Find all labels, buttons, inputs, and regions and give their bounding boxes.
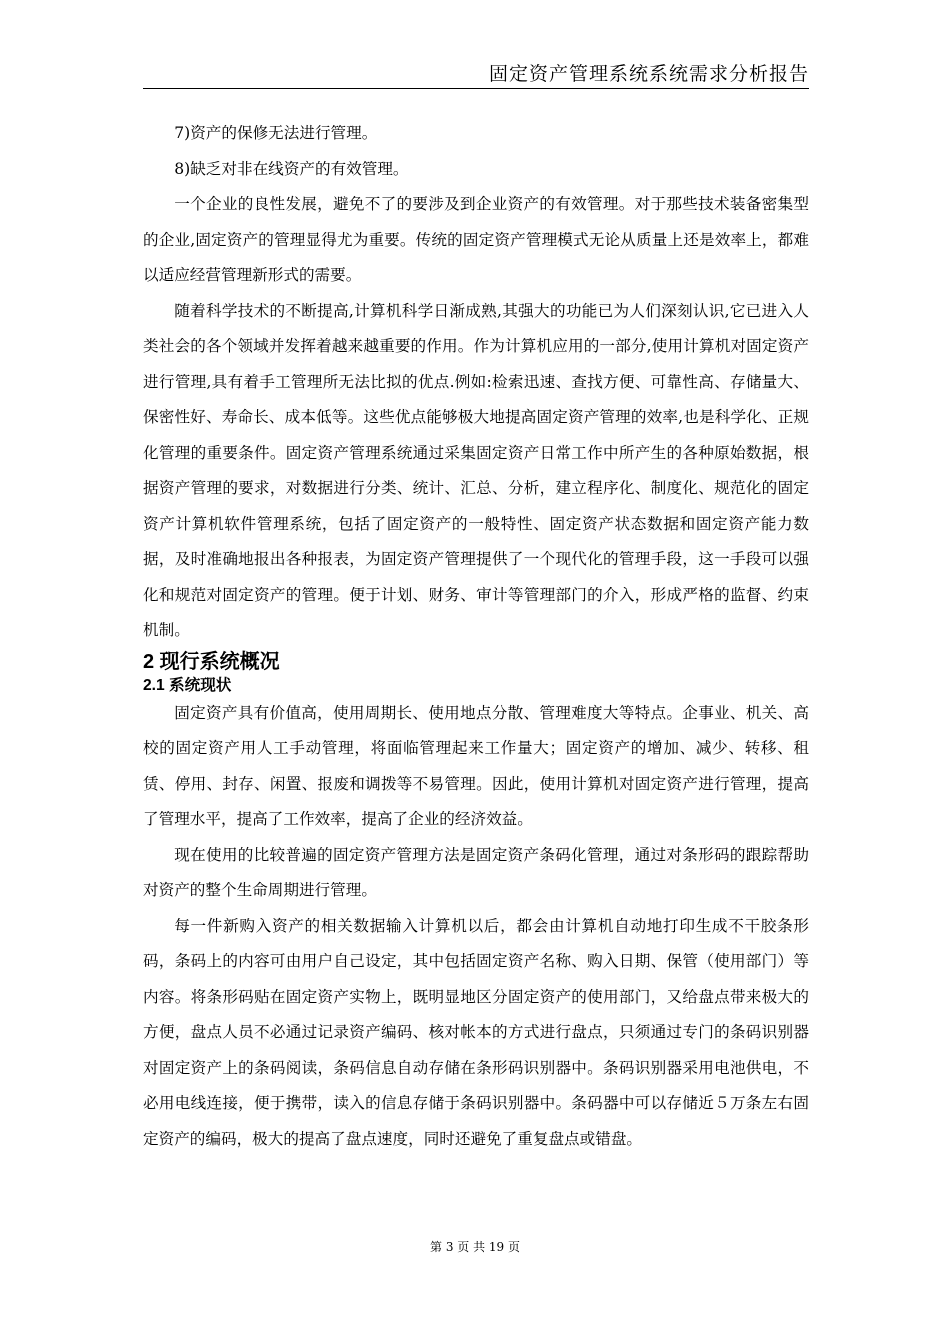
section-heading-2: 2 现行系统概况 bbox=[143, 650, 280, 673]
paragraph-intro-2: 随着科学技术的不断提高,计算机科学日渐成熟,其强大的功能已为人们深刻认识,它已进入人类社会的各个领域并发挥着越来越重要的作用。作为计算机应用的一部分,使用计算机对固定资产进行管理,具有着手工管理所无法比拟的优点.例如:检索迅速、查找方便、可靠性高、存储量大、保密性好、寿命长、成本低等。这些优点能够极大地提高固定资产管理的效率,也是科学化、正规化管理的重要条件。固定资产管理系统通过采集固定资产日常工作中所产生的各种原始数据，根据资产管理的要求，对数据进行分类、统计、汇总、分析，建立程序化、制度化、规范化的固定资产计算机软件管理系统，包括了固定资产的一般特性、固定资产状态数据和固定资产能力数据，及时准确地报出各种报表，为固定资产管理提供了一个现代化的管理手段，这一手段可以强化和规范对固定资产的管理。便于计划、财务、审计等管理部门的介入，形成严格的监督、约束机制。 bbox=[143, 301, 809, 639]
header-title: 固定资产管理系统系统需求分析报告 bbox=[488, 63, 809, 85]
paragraph-status-2: 现在使用的比较普遍的固定资产管理方法是固定资产条码化管理，通过对条形码的跟踪帮助对资产的整个生命周期进行管理。 bbox=[143, 845, 809, 899]
subsection-heading-2-1: 2.1 系统现状 bbox=[143, 676, 232, 694]
paragraph-item-7: 7)资产的保修无法进行管理。 bbox=[174, 124, 378, 142]
document-body bbox=[143, 116, 809, 1157]
page-footer bbox=[0, 1239, 950, 1255]
page-number: 第 3 页 共 19 页 bbox=[430, 1240, 520, 1254]
paragraph-item-8: 8)缺乏对非在线资产的有效管理。 bbox=[174, 159, 409, 178]
page-header bbox=[143, 60, 809, 89]
paragraph-status-3: 每一件新购入资产的相关数据输入计算机以后，都会由计算机自动地打印生成不干胶条形码，条码上的内容可由用户自己设定，其中包括固定资产名称、购入日期、保管（使用部门）等内容。将条形码贴在固定资产实物上，既明显地区分固定资产的使用部门，又给盘点带来极大的方便，盘点人员不必通过记录资产编码、核对帐本的方式进行盘点，只须通过专门的条码识别器对固定资产上的条码阅读，条码信息自动存储在条形码识别器中。条码识别器采用电池供电，不必用电线连接，便于携带，读入的信息存储于条码识别器中。条码器中可以存储近５万条左右固定资产的编码，极大的提高了盘点速度，同时还避免了重复盘点或错盘。 bbox=[143, 916, 809, 1148]
paragraph-intro-1: 一个企业的良性发展，避免不了的要涉及到企业资产的有效管理。对于那些技术装备密集型的企业,固定资产的管理显得尤为重要。传统的固定资产管理模式无论从质量上还是效率上，都难以适应经营管理新形式的需要。 bbox=[143, 195, 809, 284]
paragraph-status-1: 固定资产具有价值高，使用周期长、使用地点分散、管理难度大等特点。企事业、机关、高校的固定资产用人工手动管理，将面临管理起来工作量大；固定资产的增加、减少、转移、租赁、停用、封存、闲置、报废和调拨等不易管理。因此，使用计算机对固定资产进行管理，提高了管理水平，提高了工作效率，提高了企业的经济效益。 bbox=[143, 703, 809, 828]
